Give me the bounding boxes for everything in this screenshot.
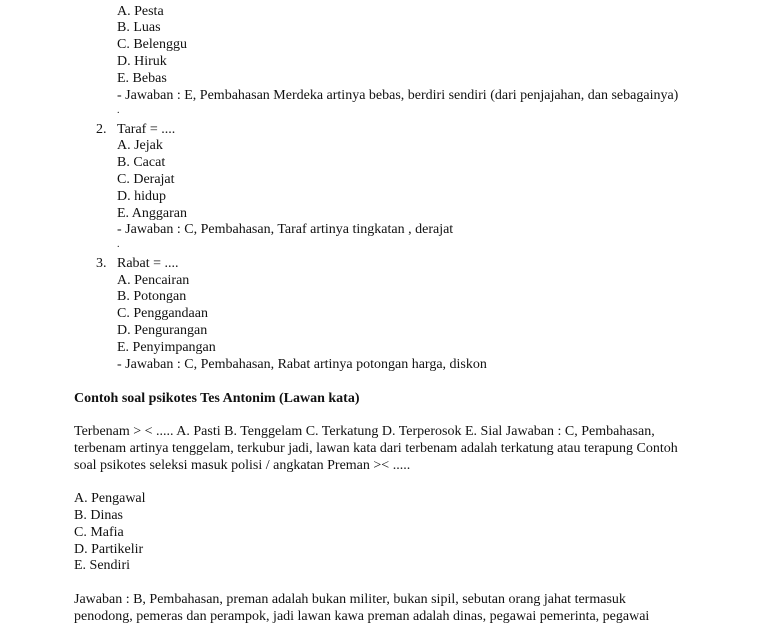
q3-option-c: C. Penggandaan xyxy=(117,306,208,321)
q1-option-a: A. Pesta xyxy=(117,4,164,19)
section-answer-line-1: Jawaban : B, Pembahasan, preman adalah bukan militer, bukan sipil, sebutan orang jahat termasuk xyxy=(74,592,626,607)
q2-option-b: B. Cacat xyxy=(117,155,166,170)
section-option-e: E. Sendiri xyxy=(74,558,130,573)
q3-number: 3. xyxy=(96,256,107,271)
q3-option-d: D. Pengurangan xyxy=(117,323,208,338)
q3-option-a: A. Pencairan xyxy=(117,273,190,288)
q1-trailing-dot: . xyxy=(117,105,120,116)
q2-trailing-dot: . xyxy=(117,239,120,250)
section-option-d: D. Partikelir xyxy=(74,542,144,557)
q3-answer: - Jawaban : C, Pembahasan, Rabat artinya potongan harga, diskon xyxy=(117,357,487,372)
q1-option-c: C. Belenggu xyxy=(117,37,187,52)
q1-option-d: D. Hiruk xyxy=(117,54,167,69)
q2-answer: - Jawaban : C, Pembahasan, Taraf artinya tingkatan , derajat xyxy=(117,222,454,237)
q3-option-b: B. Potongan xyxy=(117,289,187,304)
q1-option-b: B. Luas xyxy=(117,20,161,35)
q2-option-a: A. Jejak xyxy=(117,138,163,153)
q1-option-e: E. Bebas xyxy=(117,71,167,86)
section-answer-line-2: penodong, pemeras dan perampok, jadi lawan kawa preman adalah dinas, pegawai pemerinta, pegawai xyxy=(74,609,650,624)
section-heading: Contoh soal psikotes Tes Antonim (Lawan kata) xyxy=(74,391,360,406)
q2-option-e: E. Anggaran xyxy=(117,206,187,221)
section-option-b: B. Dinas xyxy=(74,508,123,523)
q1-answer: - Jawaban : E, Pembahasan Merdeka artinya bebas, berdiri sendiri (dari penjajahan, dan sebagainya) xyxy=(117,88,679,103)
q2-text: Taraf = .... xyxy=(117,122,176,137)
section-option-c: C. Mafia xyxy=(74,525,124,540)
q2-number: 2. xyxy=(96,122,107,137)
q3-option-e: E. Penyimpangan xyxy=(117,340,216,355)
paragraph-line-3: soal psikotes seleksi masuk polisi / angkatan Preman >< ..... xyxy=(74,458,411,473)
paragraph-line-2: terbenam artinya tenggelam, terkubur jadi, lawan kata dari terbenam adalah terkatung atau terapung Contoh xyxy=(74,441,678,456)
section-option-a: A. Pengawal xyxy=(74,491,146,506)
q2-option-c: C. Derajat xyxy=(117,172,175,187)
paragraph-line-1: Terbenam > < ..... A. Pasti B. Tenggelam C. Terkatung D. Terperosok E. Sial Jawaban : C, Pembahasan, xyxy=(74,424,655,439)
q3-text: Rabat = .... xyxy=(117,256,179,271)
q2-option-d: D. hidup xyxy=(117,189,166,204)
